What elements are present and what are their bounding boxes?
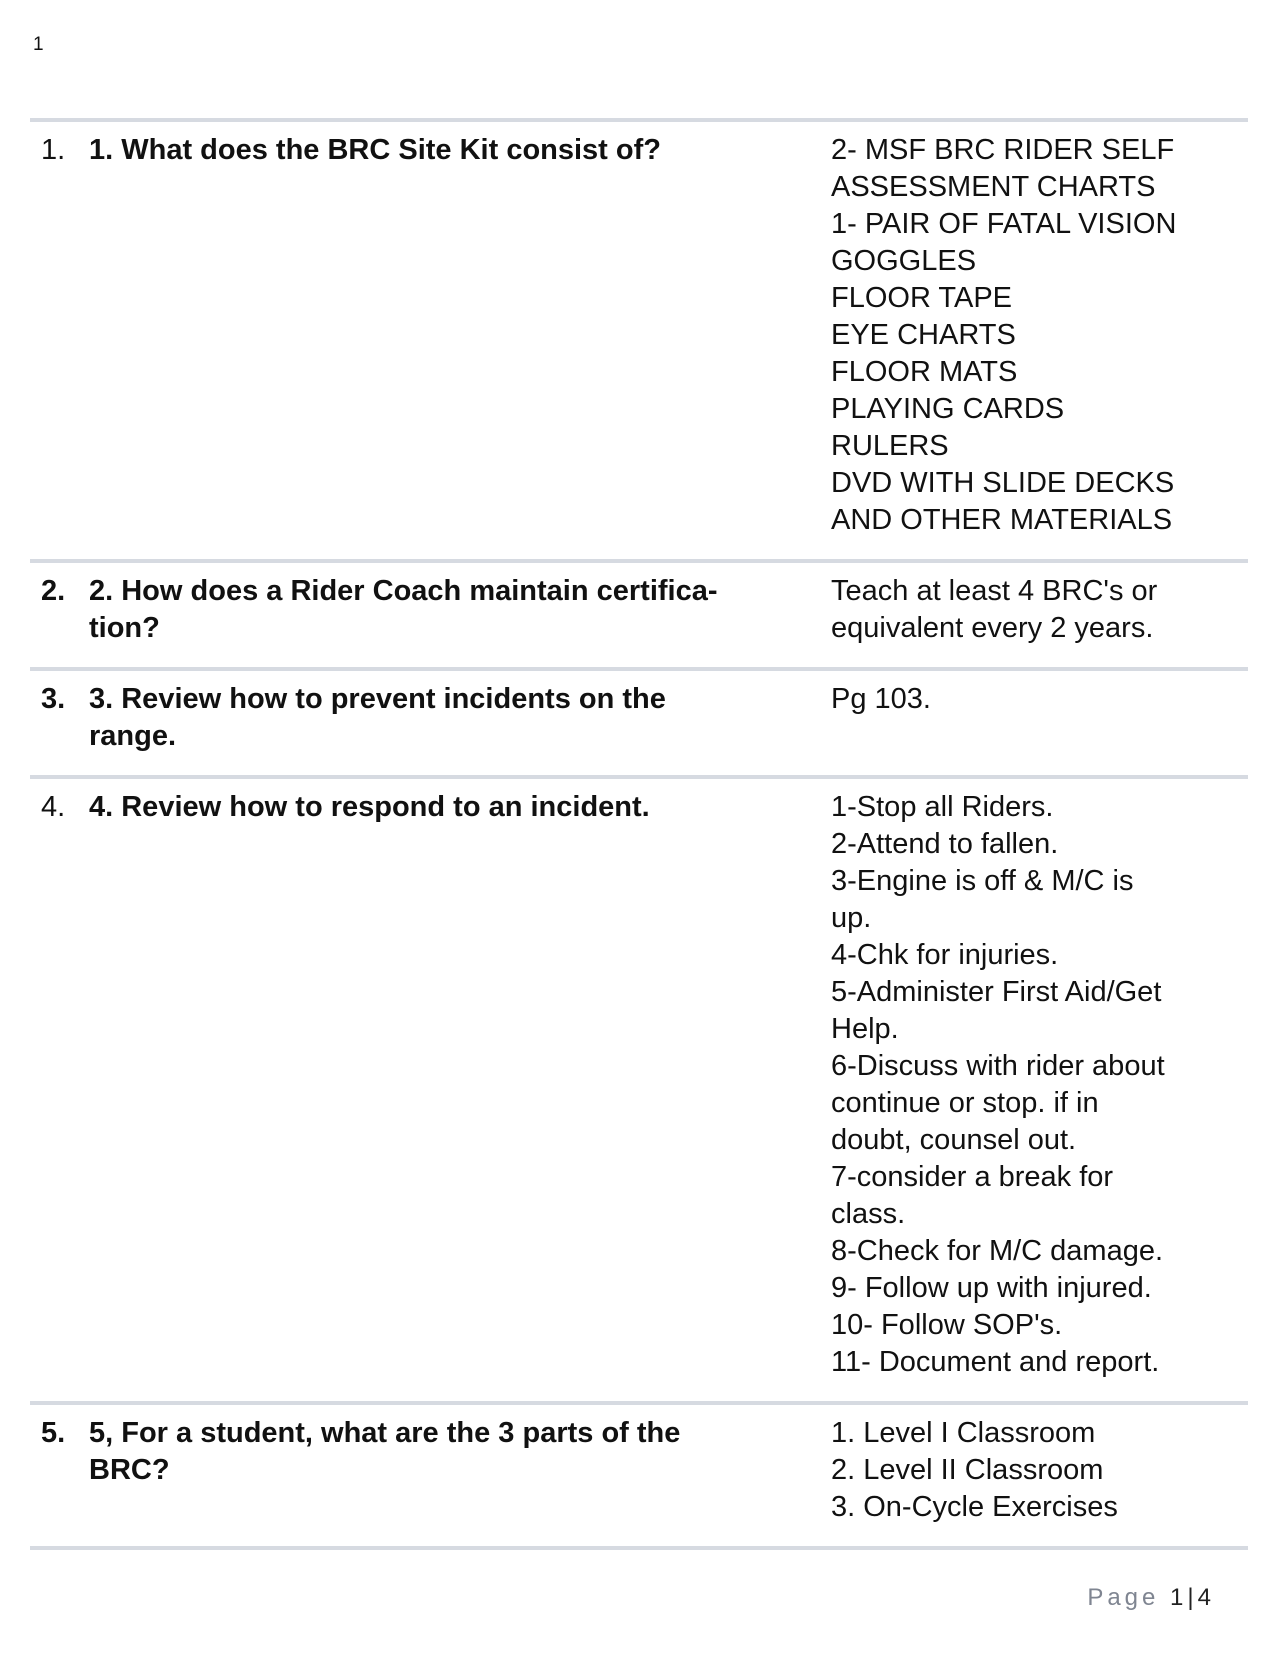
answer-text [831, 789, 1248, 1381]
answer-line: up. [831, 902, 872, 934]
answer-line: 1- PAIR OF FATAL VISION [831, 208, 1177, 240]
answer-text [831, 1415, 1248, 1526]
answer-line: 2. Level II Classroom [831, 1454, 1104, 1486]
row-number: 2. [41, 575, 66, 607]
page-number-top: 1 [33, 34, 44, 55]
table-row [30, 122, 1248, 563]
answer-line: 8-Check for M/C damage. [831, 1235, 1164, 1267]
answer-line: 2- MSF BRC RIDER SELF [831, 134, 1175, 166]
answer-line: 10- Follow SOP's. [831, 1309, 1063, 1341]
answer-line: 1-Stop all Riders. [831, 791, 1054, 823]
answer-text [831, 681, 1248, 755]
answer-line: Help. [831, 1013, 899, 1045]
answer-line: 1. Level I Classroom [831, 1417, 1096, 1449]
row-number: 1. [41, 134, 66, 166]
answer-line: continue or stop. if in [831, 1087, 1099, 1119]
answer-line: ASSESSMENT CHARTS [831, 171, 1156, 203]
question-text: 1. What does the BRC Site Kit consist of? [89, 134, 661, 166]
answer-line: EYE CHARTS [831, 319, 1016, 351]
footer-page-current: 1 [1170, 1584, 1188, 1611]
answer-line: FLOOR MATS [831, 356, 1018, 388]
answer-line: 9- Follow up with injured. [831, 1272, 1152, 1304]
answer-line: GOGGLES [831, 245, 977, 277]
table-row [30, 779, 1248, 1405]
qa-table [30, 118, 1248, 1550]
table-row [30, 563, 1248, 671]
page-footer [1087, 1584, 1215, 1612]
answer-text [831, 573, 1248, 647]
table-row [30, 671, 1248, 779]
answer-line: 4-Chk for injuries. [831, 939, 1059, 971]
answer-line: 7-consider a break for [831, 1161, 1114, 1193]
question-text [89, 1415, 831, 1526]
question-line: 3. Review how to prevent incidents on the [89, 683, 666, 715]
footer-separator: | [1187, 1584, 1198, 1611]
question-text: 4. Review how to respond to an incident. [89, 791, 650, 823]
answer-line: 3-Engine is off & M/C is [831, 865, 1134, 897]
question-line: 5, For a student, what are the 3 parts of the [89, 1417, 681, 1449]
question-line: range. [89, 720, 177, 752]
answer-line: Pg 103. [831, 683, 931, 715]
answer-line: RULERS [831, 430, 949, 462]
answer-line: 11- Document and report. [831, 1346, 1160, 1378]
answer-line: DVD WITH SLIDE DECKS [831, 467, 1175, 499]
question-line: BRC? [89, 1454, 170, 1486]
table-row [30, 1405, 1248, 1550]
answer-line: 5-Administer First Aid/Get [831, 976, 1162, 1008]
footer-page-label: Page [1087, 1584, 1160, 1611]
row-number: 3. [41, 683, 66, 715]
answer-line: class. [831, 1198, 906, 1230]
answer-line: PLAYING CARDS [831, 393, 1065, 425]
answer-line: 6-Discuss with rider about [831, 1050, 1165, 1082]
row-number: 5. [41, 1417, 66, 1449]
answer-line: equivalent every 2 years. [831, 612, 1154, 644]
answer-line: 3. On-Cycle Exercises [831, 1491, 1118, 1523]
footer-page-total: 4 [1197, 1584, 1215, 1611]
answer-line: doubt, counsel out. [831, 1124, 1077, 1156]
question-line: tion? [89, 612, 160, 644]
row-number: 4. [41, 791, 66, 823]
answer-line: 2-Attend to fallen. [831, 828, 1059, 860]
answer-line: AND OTHER MATERIALS [831, 504, 1173, 536]
answer-text [831, 132, 1248, 539]
answer-line: Teach at least 4 BRC's or [831, 575, 1158, 607]
question-text [89, 573, 831, 647]
question-text [89, 681, 831, 755]
question-line: 2. How does a Rider Coach maintain certifica- [89, 575, 718, 607]
answer-line: FLOOR TAPE [831, 282, 1013, 314]
